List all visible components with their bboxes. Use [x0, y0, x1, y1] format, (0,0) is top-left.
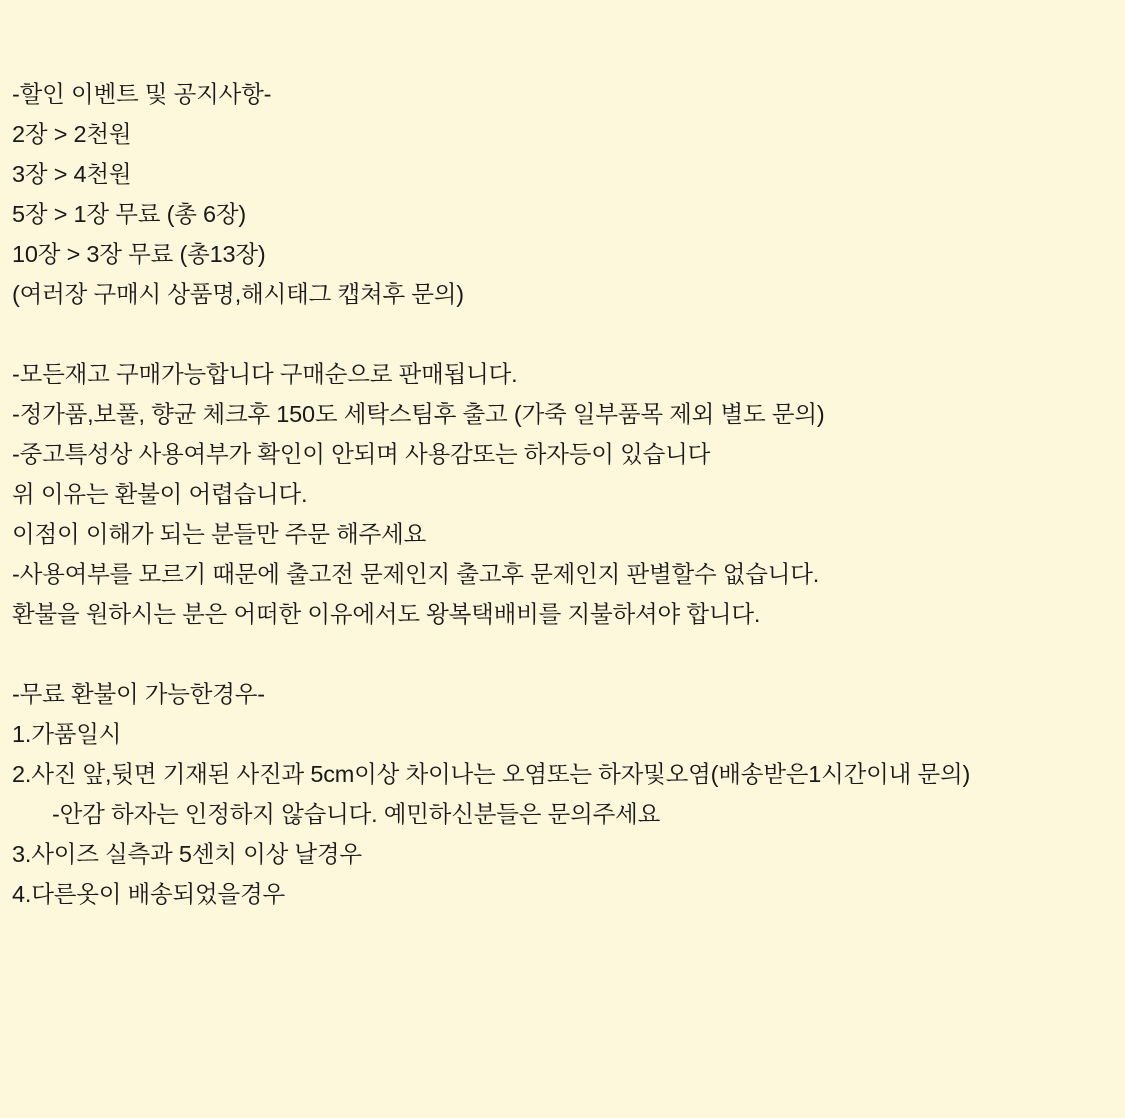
notice-line-shipping-fee: 환불을 원하시는 분은 어떠한 이유에서도 왕복택배비를 지불하셔야 합니다.	[12, 601, 761, 627]
notice-line-no-refund: 위 이유는 환불이 어렵습니다.	[12, 481, 308, 507]
refund-case-3: 3.사이즈 실측과 5센치 이상 날경우	[12, 841, 362, 867]
event-line-5sheets: 5장 > 1장 무료 (총 6장)	[12, 201, 247, 227]
event-line-10sheets: 10장 > 3장 무료 (총13장)	[12, 241, 266, 267]
notice-line-unknown-usage: -사용여부를 모르기 때문에 출고전 문제인지 출고후 문제인지 판별할수 없습니다.	[12, 561, 820, 587]
notice-line-used-condition: -중고특성상 사용여부가 확인이 안되며 사용감또는 하자등이 있습니다	[12, 441, 711, 467]
notice-line-order-consent: 이점이 이해가 되는 분들만 주문 해주세요	[12, 521, 427, 547]
section-gap-2	[12, 634, 1125, 674]
refund-case-1: 1.가품일시	[12, 721, 122, 747]
event-line-inquiry: (여러장 구매시 상품명,해시태그 캡쳐후 문의)	[12, 281, 464, 307]
free-refund-section	[12, 674, 1125, 914]
notice-line-authenticity: -정가품,보풀, 향균 체크후 150도 세탁스팀후 출고 (가죽 일부품목 제외 별도 문의)	[12, 401, 825, 427]
event-line-2sheets: 2장 > 2천원	[12, 121, 132, 147]
event-notice-section	[12, 74, 1125, 314]
event-heading: -할인 이벤트 및 공지사항-	[12, 81, 272, 107]
section-gap-1	[12, 314, 1125, 354]
refund-case-2: 2.사진 앞,뒷면 기재된 사진과 5cm이상 차이나는 오염또는 하자및오염(배송받은1시간이내 문의)	[12, 761, 971, 787]
notice-line-stock: -모든재고 구매가능합니다 구매순으로 판매됩니다.	[12, 361, 518, 387]
stock-notice-section	[12, 354, 1125, 634]
event-line-3sheets: 3장 > 4천원	[12, 161, 132, 187]
refund-case-4: 4.다른옷이 배송되었을경우	[12, 881, 286, 907]
refund-case-2-note: -안감 하자는 인정하지 않습니다. 예민하신분들은 문의주세요	[52, 801, 661, 827]
refund-heading: -무료 환불이 가능한경우-	[12, 681, 265, 707]
